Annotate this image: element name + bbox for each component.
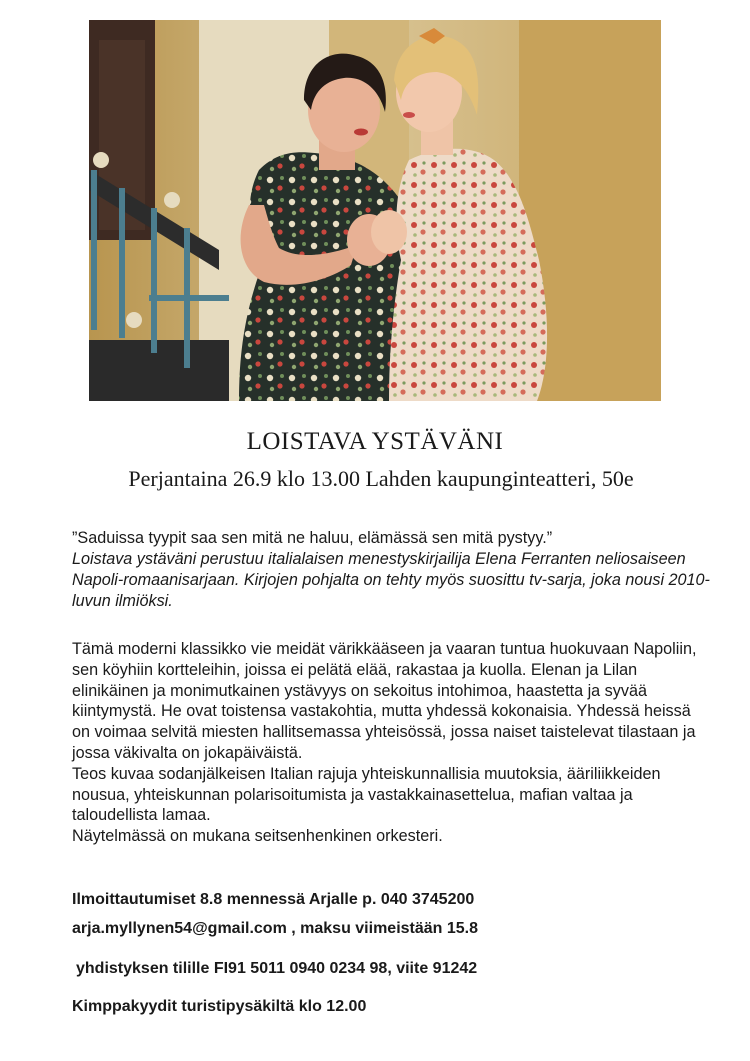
description-paragraph: Teos kuvaa sodanjälkeisen Italian rajuja yhteiskunnallisia muutoksia, ääriliikkeiden nousua, yhteiskunnan polarisoitumista ja vastakkainasettelua, mafian valtaa ja taloudellista lamaa. xyxy=(72,764,661,825)
description-paragraph: Näytelmässä on mukana seitsenhenkinen orkesteri. xyxy=(72,827,443,846)
poster-photo xyxy=(89,20,661,401)
quote-line: ”Saduissa tyypit saa sen mitä ne haluu, elämässä sen mitä pystyy.” xyxy=(72,529,553,547)
email-payment-info: arja.myllynen54@gmail.com , maksu viimeistään 15.8 xyxy=(72,920,479,937)
intro-paragraph: Loistava ystäväni perustuu italialaisen menestyskirjailija Elena Ferranten neliosaiseen Napoli-romaanisarjaan. Kirjojen pohjalta on tehty myös suosittu tv-sarja, joka nousi 2010-luvun ilmiöksi. xyxy=(72,550,710,610)
event-date-location-price: Perjantaina 26.9 klo 13.00 Lahden kaupunginteatteri, 50e xyxy=(128,466,634,491)
bank-account-info: yhdistyksen tilille FI91 5011 0940 0234 98, viite 91242 xyxy=(76,960,478,977)
event-title: LOISTAVA YSTÄVÄNI xyxy=(246,428,504,455)
signup-info: Ilmoittautumiset 8.8 mennessä Arjalle p. 040 3745200 xyxy=(72,891,475,908)
description xyxy=(72,639,712,847)
two-women-in-floral-dresses-photo xyxy=(89,20,661,401)
rideshare-info: Kimppakyydit turistipysäkiltä klo 12.00 xyxy=(72,998,367,1015)
description-paragraph: Tämä moderni klassikko vie meidät värikkääseen ja vaaran tuntua huokuvaan Napoliin, sen köyhiin kortteleihin, joissa ei pelätä elää, rakastaa ja kuolla. Elenan ja Lilan elinikäinen ja monimutkainen ystävyys on sekoitus intohimoa, haastetta ja syvää kiintymystä. He ovat toistensa vastakohtia, mutta yhdessä kokonaisia. Yhdessä heissä on voimaa selvitä miesten hallitsemassa yhteisössä, jossa naiset taistelevat tilastaan ja jossa väkivalta on jokapäiväistä. xyxy=(72,640,697,762)
